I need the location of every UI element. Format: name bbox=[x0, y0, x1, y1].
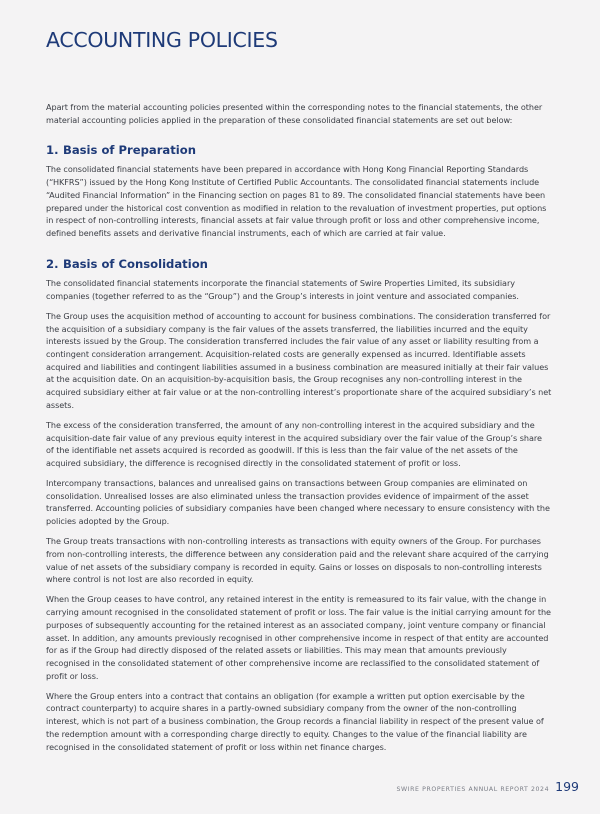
paragraph: Where the Group enters into a contract that contains an obligation (for example a written put option exercisable by the contract counterparty) to acquire shares in a partly-owned subsidiary company from the owner of the non-controlling interest, which is not part of a business combination, the Group records a financial liability in respect of the present value of the redemption amount with a corresponding charge directly to equity. Changes to the value of the financial liability are recognised in the consolidated statement of profit or loss within net finance charges. bbox=[46, 690, 544, 752]
document-body bbox=[46, 101, 552, 761]
paragraph: When the Group ceases to have control, any retained interest in the entity is remeasured to its fair value, with the change in carrying amount recognised in the consolidated statement of profit or loss. The fair value is the initial carrying amount for the purposes of subsequently accounting for the retained interest as an associated company, joint venture company or financial asset. In addition, any amounts previously recognised in other comprehensive income in respect of that entity are accounted for as if the Group had directly disposed of the related assets or liabilities. This may mean that amounts previously recognised in the consolidated statement of other comprehensive income are reclassified to the consolidated statement of profit or loss. bbox=[46, 594, 551, 681]
footer-report-label: SWIRE PROPERTIES ANNUAL REPORT 2024 bbox=[396, 786, 550, 793]
section-basis-of-preparation bbox=[46, 143, 552, 239]
section-number: 1. bbox=[46, 143, 59, 158]
paragraph: The Group uses the acquisition method of accounting to account for business combinations. The consideration transferred for the acquisition of a subsidiary company is the fair values of the assets transferred, the liabilities incurred and the equity interests issued by the Group. The consideration transferred includes the fair value of any asset or liability resulting from a contingent consideration arrangement. Acquisition-related costs are generally expensed as incurred. Identifiable assets acquired and liabilities and contingent liabilities assumed in a business combination are measured initially at their fair values at the acquisition date. On an acquisition-by-acquisition basis, the Group recognises any non-controlling interest in the acquired subsidiary either at fair value or at the non-controlling interest’s proportionate share of the acquired subsidiary’s net assets. bbox=[46, 310, 552, 410]
intro-paragraph: Apart from the material accounting policies presented within the corresponding notes to the financial statements, the other material accounting policies applied in the preparation of these consolidated financial statements are set out below: bbox=[46, 102, 543, 125]
section-basis-of-consolidation bbox=[46, 257, 552, 753]
section-title: Basis of Preparation bbox=[63, 143, 196, 158]
section-heading bbox=[46, 143, 552, 157]
page-title: ACCOUNTING POLICIES bbox=[46, 28, 278, 52]
section-spacer bbox=[46, 247, 552, 257]
paragraph: The excess of the consideration transferred, the amount of any non-controlling interest in the acquired subsidiary and the acquisition-date fair value of any previous equity interest in the acquired subsidiary over the fair value of the Group’s share of the identifiable net assets acquired is recorded as goodwill. If this is less than the fair value of the net assets of the acquired subsidiary, the difference is recognised directly in the consolidated statement of profit or loss. bbox=[46, 419, 542, 468]
paragraph: The Group treats transactions with non-controlling interests as transactions with equity owners of the Group. For purchases from non-controlling interests, the difference between any consideration paid and the relevant share acquired of the carrying value of net assets of the subsidiary company is recorded in equity. Gains or losses on disposals to non-controlling interests where control is not lost are also recorded in equity. bbox=[46, 536, 549, 585]
paragraph: Intercompany transactions, balances and unrealised gains on transactions between Group companies are eliminated on consolidation. Unrealised losses are also eliminated unless the transaction provides evidence of impairment of the asset transferred. Accounting policies of subsidiary companies have been changed where necessary to ensure consistency with the policies adopted by the Group. bbox=[46, 478, 550, 527]
page-footer bbox=[396, 779, 579, 794]
section-number: 2. bbox=[46, 257, 59, 272]
section-heading bbox=[46, 257, 552, 271]
paragraph: The consolidated financial statements incorporate the financial statements of Swire Properties Limited, its subsidiary companies (together referred to as the “Group”) and the Group’s interests in joint venture and associated companies. bbox=[46, 278, 519, 301]
section-title: Basis of Consolidation bbox=[63, 257, 208, 272]
paragraph: The consolidated financial statements have been prepared in accordance with Hong Kong Financial Reporting Standards (“HKFRS”) issued by the Hong Kong Institute of Certified Public Accountants. The consolidated financial statements include “Audited Financial Information” in the Financing section on pages 81 to 89. The consolidated financial statements have been prepared under the historical cost convention as modified in relation to the revaluation of investment properties, put options in respect of non-controlling interests, financial assets at fair value through profit or loss and other comprehensive income, defined benefits assets and derivative financial instruments, each of which are carried at fair value. bbox=[46, 164, 547, 238]
page-number: 199 bbox=[555, 779, 579, 794]
